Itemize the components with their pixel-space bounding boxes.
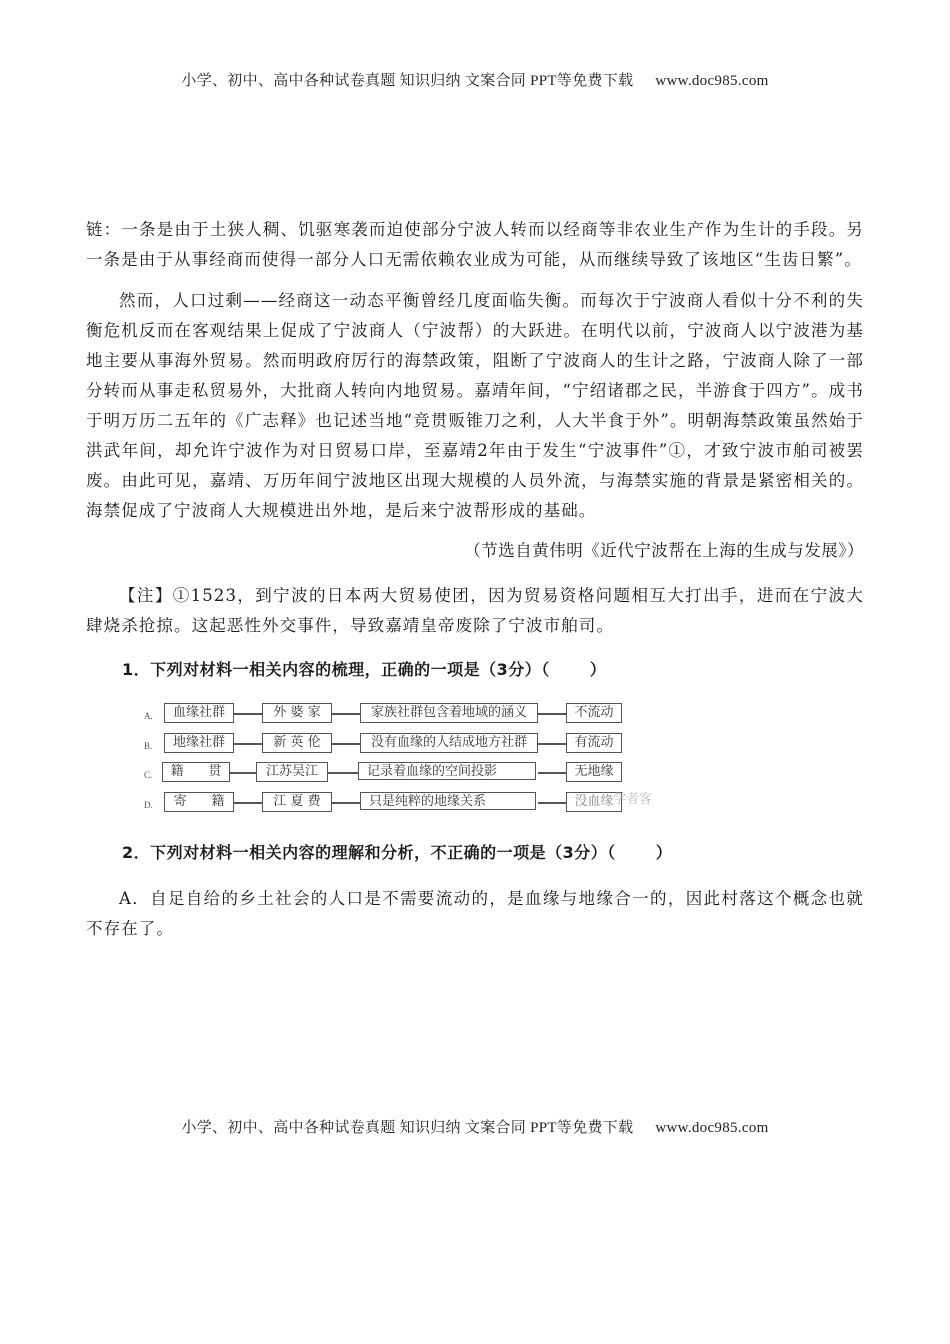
diagram-box: 寄 籍 xyxy=(164,792,234,812)
footnote: 【注】①1523，到宁波的日本两大贸易使团，因为贸易资格问题相互大打出手，进而在宁波大肆烧杀抢掠。这起恶性外交事件，导致嘉靖皇帝废除了宁波市舶司。 xyxy=(86,586,864,635)
diagram-box: 无地缘 xyxy=(566,762,622,782)
footer-url: www.doc985.com xyxy=(655,1120,769,1136)
connector-line xyxy=(332,743,360,745)
connector-line xyxy=(234,743,262,745)
question-1 xyxy=(86,655,864,685)
connector-line xyxy=(332,713,360,715)
diagram-box: 不流动 xyxy=(566,703,622,723)
diagram-box: 江 夏 费 xyxy=(262,792,332,812)
question-2-close: ） xyxy=(655,843,673,862)
header-text: 小学、初中、高中各种试卷真题 知识归纳 文案合同 PPT等免费下载 xyxy=(181,73,634,89)
watermark: 学者客 xyxy=(612,792,652,807)
connector-line xyxy=(538,772,566,774)
header-url: www.doc985.com xyxy=(655,73,769,89)
diagram-box: 血缘社群 xyxy=(164,703,234,723)
footer-text: 小学、初中、高中各种试卷真题 知识归纳 文案合同 PPT等免费下载 xyxy=(181,1120,634,1136)
diagram-row-c xyxy=(144,762,644,784)
diagram-box: 没有血缘的人结成地方社群 xyxy=(360,733,538,753)
connector-line xyxy=(328,772,358,774)
diagram-box: 记录着血缘的空间投影 xyxy=(358,762,536,780)
question-1-close: ） xyxy=(589,660,607,679)
passage-paragraph-1: 链：一条是由于土狭人稠、饥驱寒袭而迫使部分宁波人转而以经商等非农业生产作为生计的手段。另一条是由于从事经商而使得一部分人口无需依赖农业成为可能，从而继续导致了该地区“生齿日繁”。 xyxy=(86,220,864,269)
option-diagram xyxy=(144,699,652,821)
connector-line xyxy=(234,802,262,804)
row-label: B. xyxy=(144,741,153,751)
row-label: C. xyxy=(144,770,153,780)
diagram-row-a xyxy=(144,703,644,725)
question-2 xyxy=(86,838,864,868)
diagram-row-d xyxy=(144,792,652,814)
connector-line xyxy=(234,713,262,715)
diagram-box: 只是纯粹的地缘关系 xyxy=(360,792,536,810)
diagram-box: 没血缘 xyxy=(566,792,622,812)
page-header xyxy=(0,69,950,90)
row-label: A. xyxy=(144,711,153,721)
option-a: A．自足自给的乡土社会的人口是不需要流动的，是血缘与地缘合一的，因此村落这个概念也就不存在了。 xyxy=(86,889,864,938)
question-2-text: 2．下列对材料一相关内容的理解和分析，不正确的一项是（3分）（ xyxy=(122,843,616,862)
diagram-box: 有流动 xyxy=(566,733,622,753)
page-footer xyxy=(0,1116,950,1137)
diagram-row-b xyxy=(144,733,644,755)
passage-paragraph-2: 然而，人口过剩——经商这一动态平衡曾经几度面临失衡。而每次于宁波商人看似十分不利的失衡危机反而在客观结果上促成了宁波商人（宁波帮）的大跃进。在明代以前，宁波商人以宁波港为基地主要从事海外贸易。然而明政府厉行的海禁政策，阻断了宁波商人的生计之路，宁波商人除了一部分转而从事走私贸易外，大批商人转向内地贸易。嘉靖年间，“宁绍诸郡之民，半游食于四方”。成书于明万历二五年的《广志释》也记述当地“竞贯贩锥刀之利，人大半食于外”。明朝海禁政策虽然始于洪武年间，却允许宁波作为对日贸易口岸，至嘉靖2年由于发生“宁波事件”①，才致宁波市舶司被罢废。由此可见，嘉靖、万历年间宁波地区出现大规模的人员外流，与海禁实施的背景是紧密相关的。海禁促成了宁波商人大规模进出外地，是后来宁波帮形成的基础。 xyxy=(86,291,864,520)
row-label: D. xyxy=(144,800,153,810)
connector-line xyxy=(538,743,566,745)
diagram-box: 外 婆 家 xyxy=(262,703,332,723)
connector-line xyxy=(538,713,566,715)
diagram-box: 江苏吴江 xyxy=(256,762,328,782)
diagram-box: 家族社群包含着地域的涵义 xyxy=(360,703,538,723)
diagram-box: 籍 贯 xyxy=(162,762,230,782)
connector-line xyxy=(230,772,256,774)
diagram-box: 地缘社群 xyxy=(164,733,234,753)
connector-line xyxy=(332,802,360,804)
diagram-box: 新 英 伦 xyxy=(262,733,332,753)
passage-source: （节选自黄伟明《近代宁波帮在上海的生成与发展》） xyxy=(464,541,864,560)
connector-line xyxy=(538,802,566,804)
document-body xyxy=(86,215,864,944)
question-1-text: 1．下列对材料一相关内容的梳理，正确的一项是（3分）（ xyxy=(122,660,550,679)
